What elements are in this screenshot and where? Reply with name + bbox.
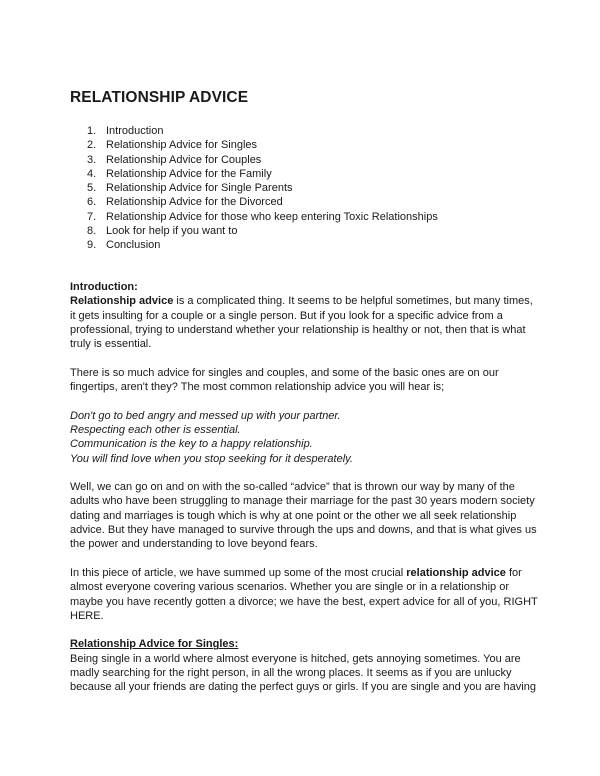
paragraph-text: for almost everyone covering various scenarios. Whether you are single or in a relationship or maybe you have recently gotten a divorce; we have the best, expert advice for all of you, RIGHT HERE. [70, 566, 538, 622]
toc-item [70, 167, 438, 181]
toc-item [70, 210, 438, 224]
toc-item [70, 195, 438, 209]
bold-phrase: Relationship advice [70, 295, 174, 308]
toc-item [70, 181, 438, 195]
toc-item-label: Relationship Advice for the Family [106, 167, 272, 180]
toc-item-label: Relationship Advice for Single Parents [106, 182, 293, 195]
toc-item-number: 2. [87, 139, 97, 152]
section-heading-singles: Relationship Advice for Singles: [70, 638, 239, 651]
paragraph: Being single in a world where almost everyone is hitched, gets annoying sometimes. You are madly searching for the right person, in all the wrong places. It seems as if you are unlucky because all your friends are dating the perfect guys or girls. If you are single and you are having [70, 652, 536, 694]
paragraph: There is so much advice for singles and couples, and some of the basic ones are on our fingertips, aren't they? The most common relationship advice you will hear is; [70, 366, 499, 394]
paragraph: Well, we can go on and on with the so-called “advice” that is thrown our way by many of the adults who have been struggling to manage their marriage for the past 30 years modern society dating and marriages is tough which is why at one point or the other we all seek relationship advice. But they have managed to survive through the ups and downs, and that is what gives us the power and understanding to love beyond fears. [70, 481, 537, 551]
toc-item-label: Introduction [106, 125, 164, 137]
toc-item-label: Relationship Advice for those who keep entering Toxic Relationships [106, 210, 438, 223]
section-heading-introduction: Introduction: [70, 281, 138, 293]
paragraph [70, 294, 540, 351]
toc-item-label: Conclusion [106, 239, 161, 252]
toc-item [70, 153, 438, 167]
toc-item-number: 1. [87, 125, 97, 137]
paragraph [70, 566, 540, 623]
document-body [70, 280, 540, 695]
advice-tip: Communication is the key to a happy relationship. [70, 438, 313, 451]
document-title: RELATIONSHIP ADVICE [70, 89, 249, 106]
toc-item [70, 138, 438, 152]
toc-item-number: 3. [87, 153, 97, 166]
toc-item [70, 238, 438, 252]
toc-item-number: 4. [87, 167, 97, 180]
toc-item-label: Relationship Advice for Singles [106, 139, 258, 152]
toc-item-number: 5. [87, 182, 97, 195]
toc-item-number: 8. [87, 225, 97, 238]
toc-item [70, 224, 438, 238]
toc-item [70, 124, 438, 138]
paragraph-text: is a complicated thing. It seems to be helpful sometimes, but many times, it gets insulting for a couple or a single person. But if you look for a specific advice from a professional, trying to understand whether your relationship is healthy or not, then that is what truly is essential. [70, 295, 533, 351]
advice-tip: Don't go to bed angry and messed up with your partner. [70, 409, 341, 422]
paragraph-text: In this piece of article, we have summed up some of the most crucial [70, 566, 407, 579]
toc-item-number: 9. [87, 239, 97, 252]
bold-phrase: relationship advice [406, 566, 506, 579]
toc-item-label: Relationship Advice for the Divorced [106, 196, 283, 209]
toc-item-label: Look for help if you want to [106, 225, 238, 238]
toc-item-number: 7. [87, 210, 97, 223]
advice-tip: Respecting each other is essential. [70, 423, 241, 436]
advice-tips-list [70, 409, 540, 466]
table-of-contents [70, 124, 438, 253]
toc-item-number: 6. [87, 196, 97, 209]
advice-tip: You will find love when you stop seeking for it desperately. [70, 452, 353, 465]
toc-item-label: Relationship Advice for Couples [106, 153, 262, 166]
